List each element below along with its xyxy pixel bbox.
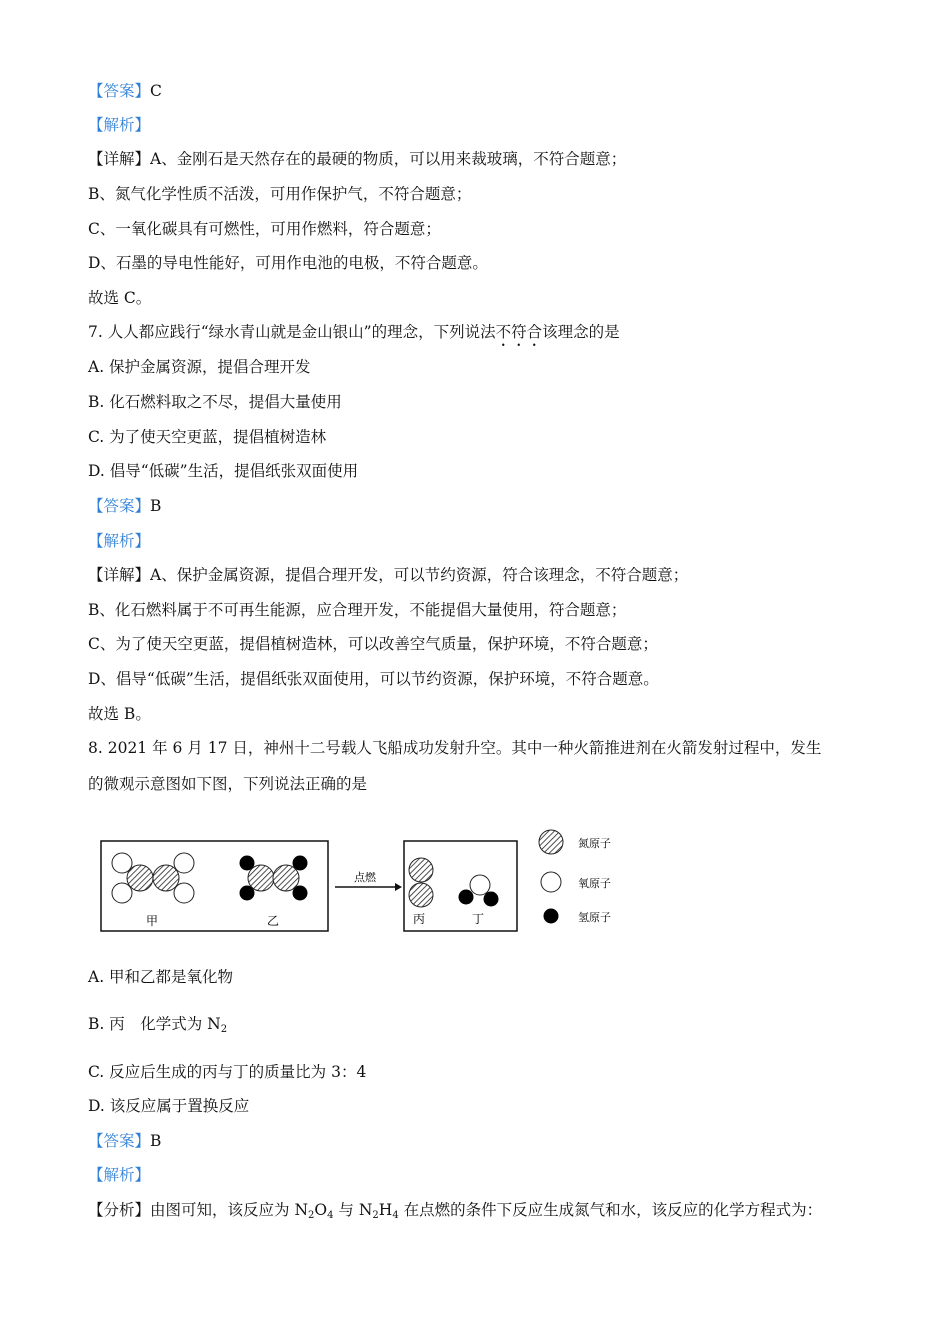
q8-option-b: B. 丙 化学式为 $N_2$ — [88, 1015, 228, 1035]
answer-value: C — [150, 82, 162, 100]
legend-oxygen-swatch — [541, 872, 561, 892]
arrow-head — [395, 883, 402, 891]
legend-nitrogen-swatch — [539, 830, 563, 854]
q7-answer: 【答案】B — [88, 497, 162, 515]
label-yi: 乙 — [266, 914, 280, 928]
q6-analysis-heading: 【解析】 — [88, 116, 151, 134]
legend-oxygen-label: 氧原子 — [578, 877, 611, 890]
molecule-jia — [112, 853, 194, 903]
molecule-bing — [409, 858, 433, 907]
q8-option-d: D. 该反应属于置换反应 — [88, 1097, 250, 1115]
q8-answer: 【答案】B — [88, 1132, 162, 1150]
q6-detail-line-c: C、一氧化碳具有可燃性，可用作燃料，符合题意； — [88, 220, 441, 238]
molecule-ding — [459, 875, 499, 907]
legend — [539, 830, 611, 924]
q7-option-c: C. 为了使天空更蓝，提倡植树造林 — [88, 428, 327, 446]
q7-detail-line-c: C、为了使天空更蓝，提倡植树造林，可以改善空气质量，保护环境，不符合题意； — [88, 635, 658, 653]
q8-option-a: A. 甲和乙都是氧化物 — [88, 968, 234, 986]
q7-option-b: B. 化石燃料取之不尽，提倡大量使用 — [88, 393, 342, 411]
q6-detail-line-b: B、氮气化学性质不活泼，可用作保护气，不符合题意； — [88, 185, 472, 203]
arrow-label: 点燃 — [354, 871, 376, 884]
q7-stem: 7. 人人都应践行“绿水青山就是金山银山”的理念，下列说法不符合该理念的是 — [88, 323, 620, 341]
q8-stem-line1: 8. 2021 年 6 月 17 日，神州十二号载人飞船成功发射升空。其中一种火箭推进剂在火箭发射过程中，发生 — [88, 739, 822, 757]
label-jia: 甲 — [145, 914, 159, 928]
legend-hydrogen-swatch — [544, 909, 559, 924]
q7-detail-line-d: D、倡导“低碳”生活，提倡纸张双面使用，可以节约资源，保护环境，不符合题意。 — [88, 670, 659, 688]
q6-answer — [88, 80, 890, 102]
answer-tag: 【答案】 — [88, 82, 151, 100]
q7-stem-emphasis: 不符合 — [495, 323, 543, 341]
q8-stem-line2: 的微观示意图如下图，下列说法正确的是 — [88, 775, 368, 793]
q6-detail-line-a: 【详解】A、金刚石是天然存在的最硬的物质，可以用来裁玻璃，不符合题意； — [88, 150, 627, 168]
q7-option-d: D. 倡导“低碳”生活，提倡纸张双面使用 — [88, 462, 359, 480]
reaction-micro-diagram — [95, 826, 635, 938]
q7-detail-line-a: 【详解】A、保护金属资源，提倡合理开发，可以节约资源，符合该理念，不符合题意； — [88, 566, 689, 584]
q7-detail-line-b: B、化石燃料属于不可再生能源，应合理开发，不能提倡大量使用，符合题意； — [88, 601, 627, 619]
q8-option-c: C. 反应后生成的丙与丁的质量比为 3：4 — [88, 1063, 367, 1081]
q7-conclusion: 故选 B。 — [88, 705, 151, 723]
q6-detail-line-d: D、石墨的导电性能好，可用作电池的电极，不符合题意。 — [88, 254, 488, 272]
legend-nitrogen-label: 氮原子 — [578, 837, 611, 850]
q8-fenxi: 【分析】由图可知，该反应为 $N_2O_4$ 与 $N_2H_4$ 在点燃的条件下反应生成氮气和水，该反应的化学方程式为： — [88, 1201, 823, 1221]
molecule-yi — [240, 856, 308, 901]
q8-analysis-heading: 【解析】 — [88, 1166, 151, 1184]
legend-hydrogen-label: 氢原子 — [578, 911, 611, 924]
q6-conclusion: 故选 C。 — [88, 289, 152, 307]
label-bing: 丙 — [412, 912, 426, 926]
q7-analysis-heading: 【解析】 — [88, 532, 151, 550]
label-ding: 丁 — [471, 912, 485, 926]
q7-option-a: A. 保护金属资源，提倡合理开发 — [88, 358, 311, 376]
